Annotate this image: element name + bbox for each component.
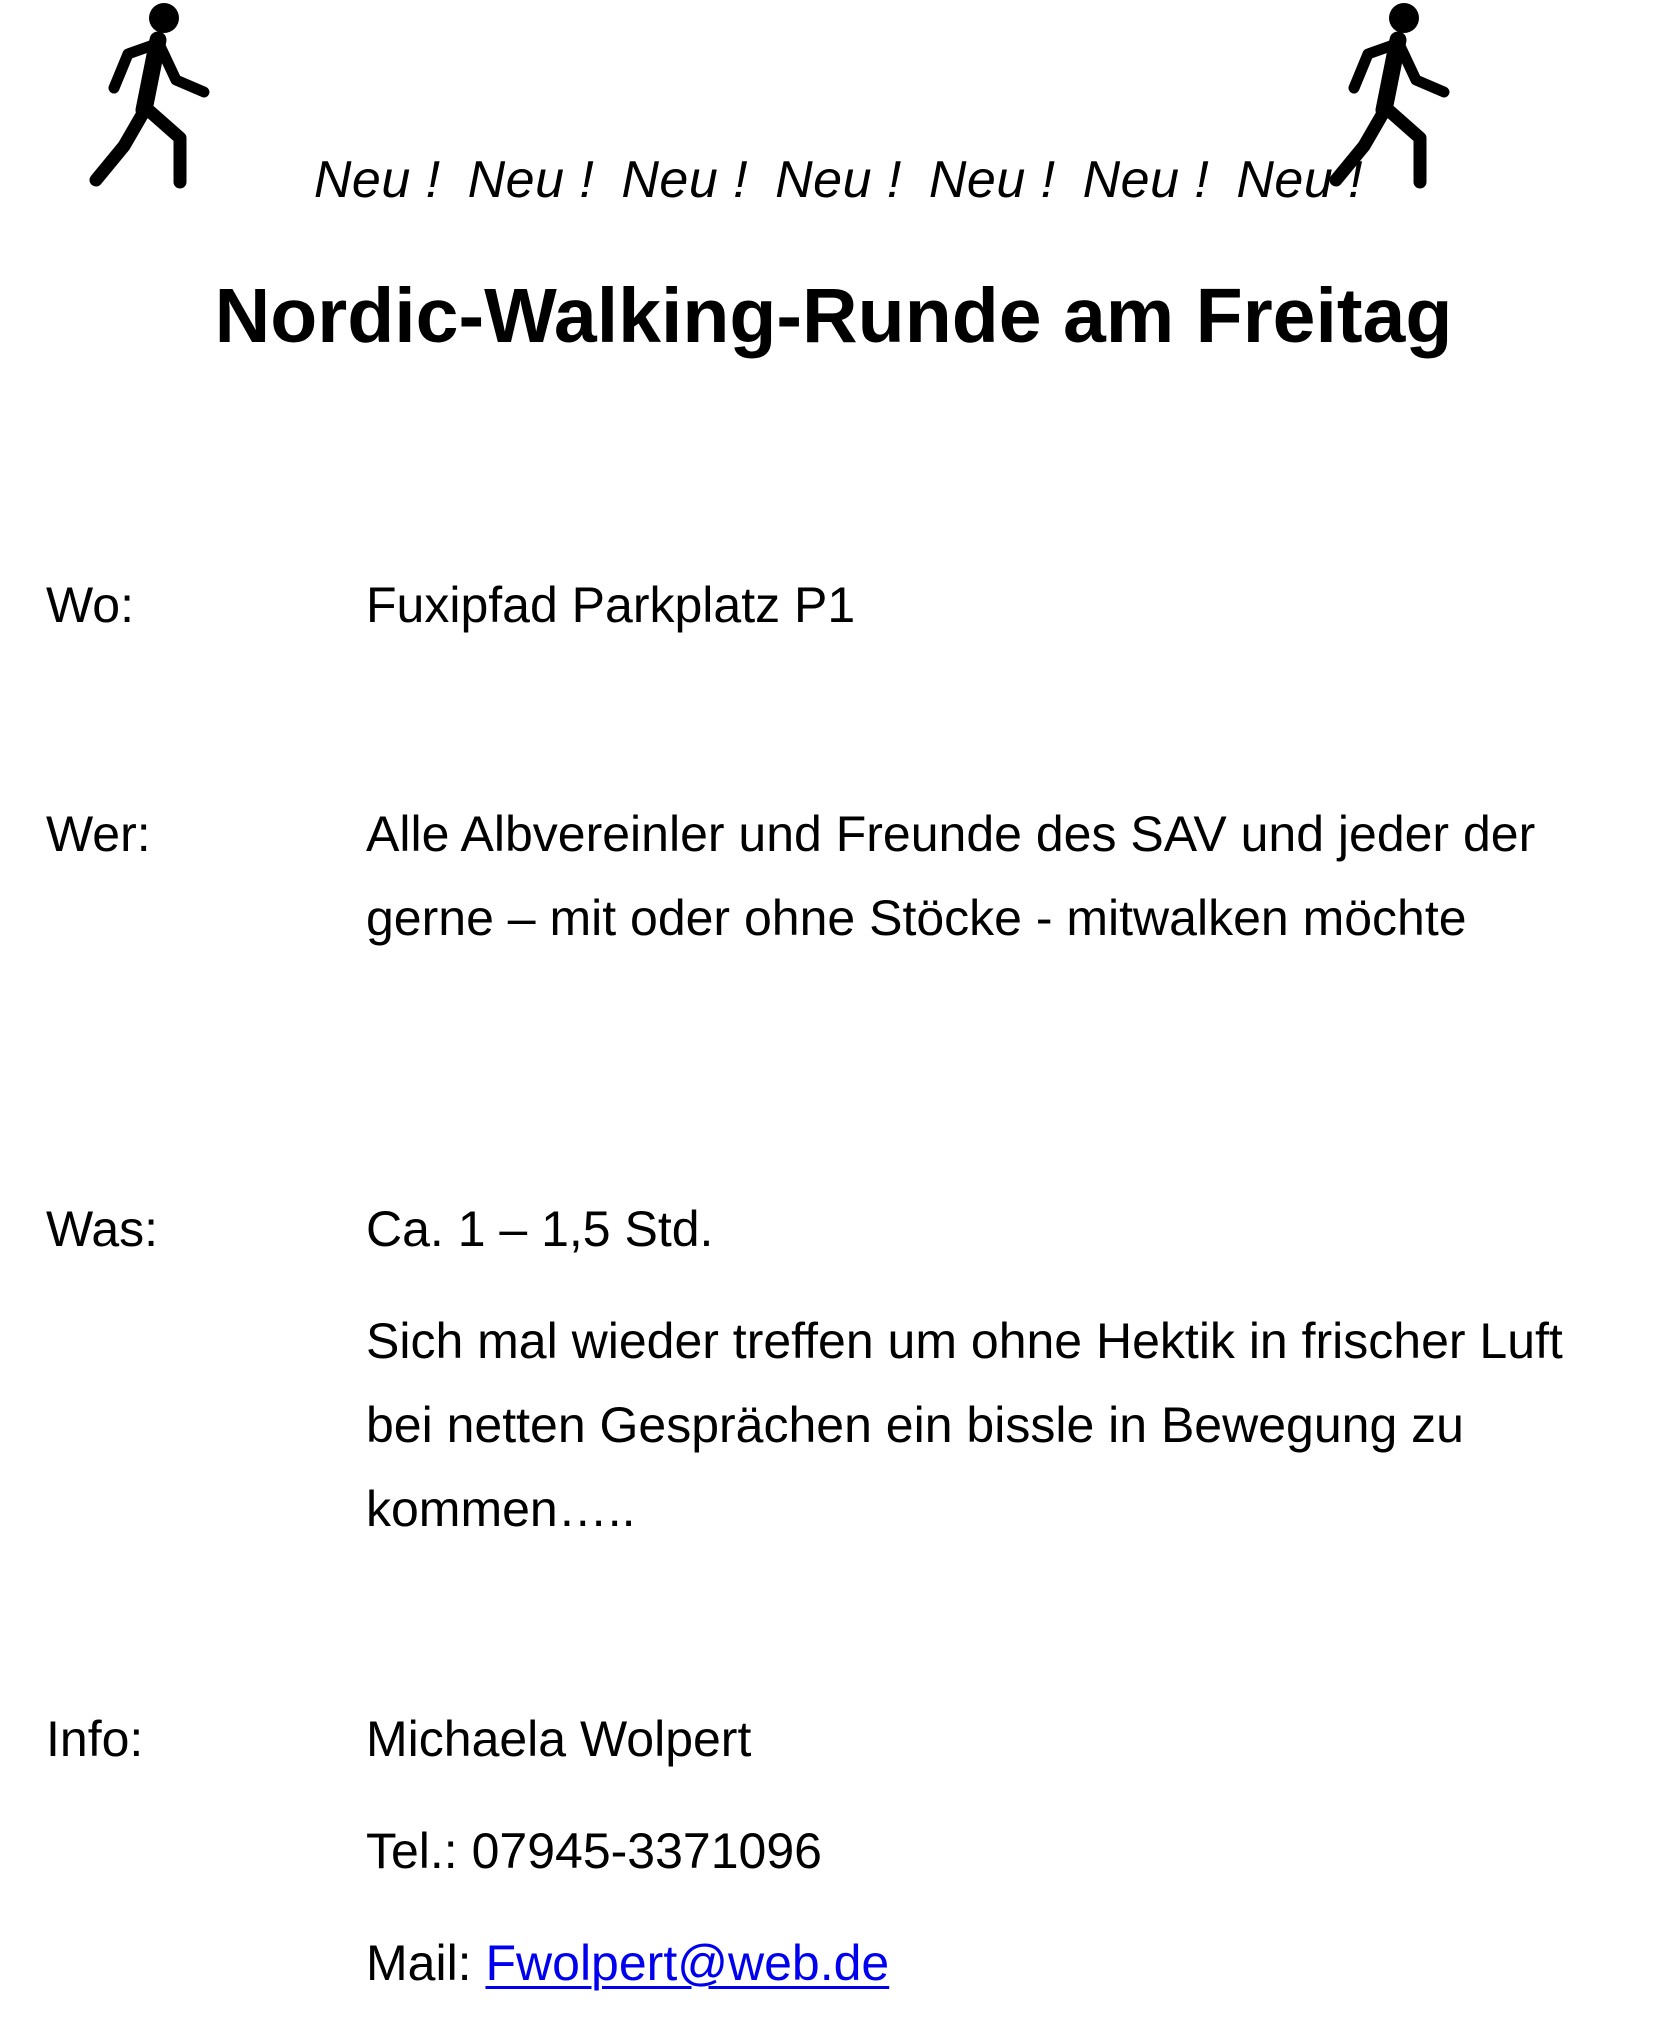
neu-announcement [0, 150, 1667, 210]
contact-name: Michaela Wolpert [366, 1711, 752, 1767]
who-label: Wer: [46, 806, 151, 862]
mail-link[interactable]: Fwolpert@web.de [485, 1935, 890, 1991]
neu-item: Neu ! [313, 151, 441, 209]
info-value [366, 1697, 1626, 2005]
neu-item: Neu ! [775, 151, 902, 209]
mail-label: Mail: [366, 1935, 472, 1991]
what-value [366, 1187, 1626, 1551]
neu-item: Neu ! [621, 151, 749, 209]
contact-mail-line [366, 1921, 1626, 2005]
what-label: Was: [46, 1201, 159, 1257]
where-label: Wo: [46, 577, 134, 633]
neu-item: Neu ! [467, 151, 595, 209]
where-value [366, 563, 1626, 647]
page-title: Nordic-Walking-Runde am Freitag [214, 273, 1453, 359]
who-text: Alle Albvereinler und Freunde des SAV und jeder der gerne – mit oder ohne Stöcke - mitwalken möchte [366, 806, 1536, 946]
description-text: Sich mal wieder treffen um ohne Hektik in frischer Luft bei netten Gesprächen ein bissle in Bewegung zu kommen….. [366, 1313, 1563, 1537]
duration-text: Ca. 1 – 1,5 Std. [366, 1201, 714, 1257]
neu-item: Neu ! [1236, 151, 1364, 209]
where-text: Fuxipfad Parkplatz P1 [366, 577, 856, 633]
who-value [366, 792, 1626, 960]
contact-phone: Tel.: 07945-3371096 [366, 1823, 822, 1879]
neu-item: Neu ! [1082, 151, 1210, 209]
neu-item: Neu ! [928, 151, 1056, 209]
info-label: Info: [46, 1711, 144, 1767]
